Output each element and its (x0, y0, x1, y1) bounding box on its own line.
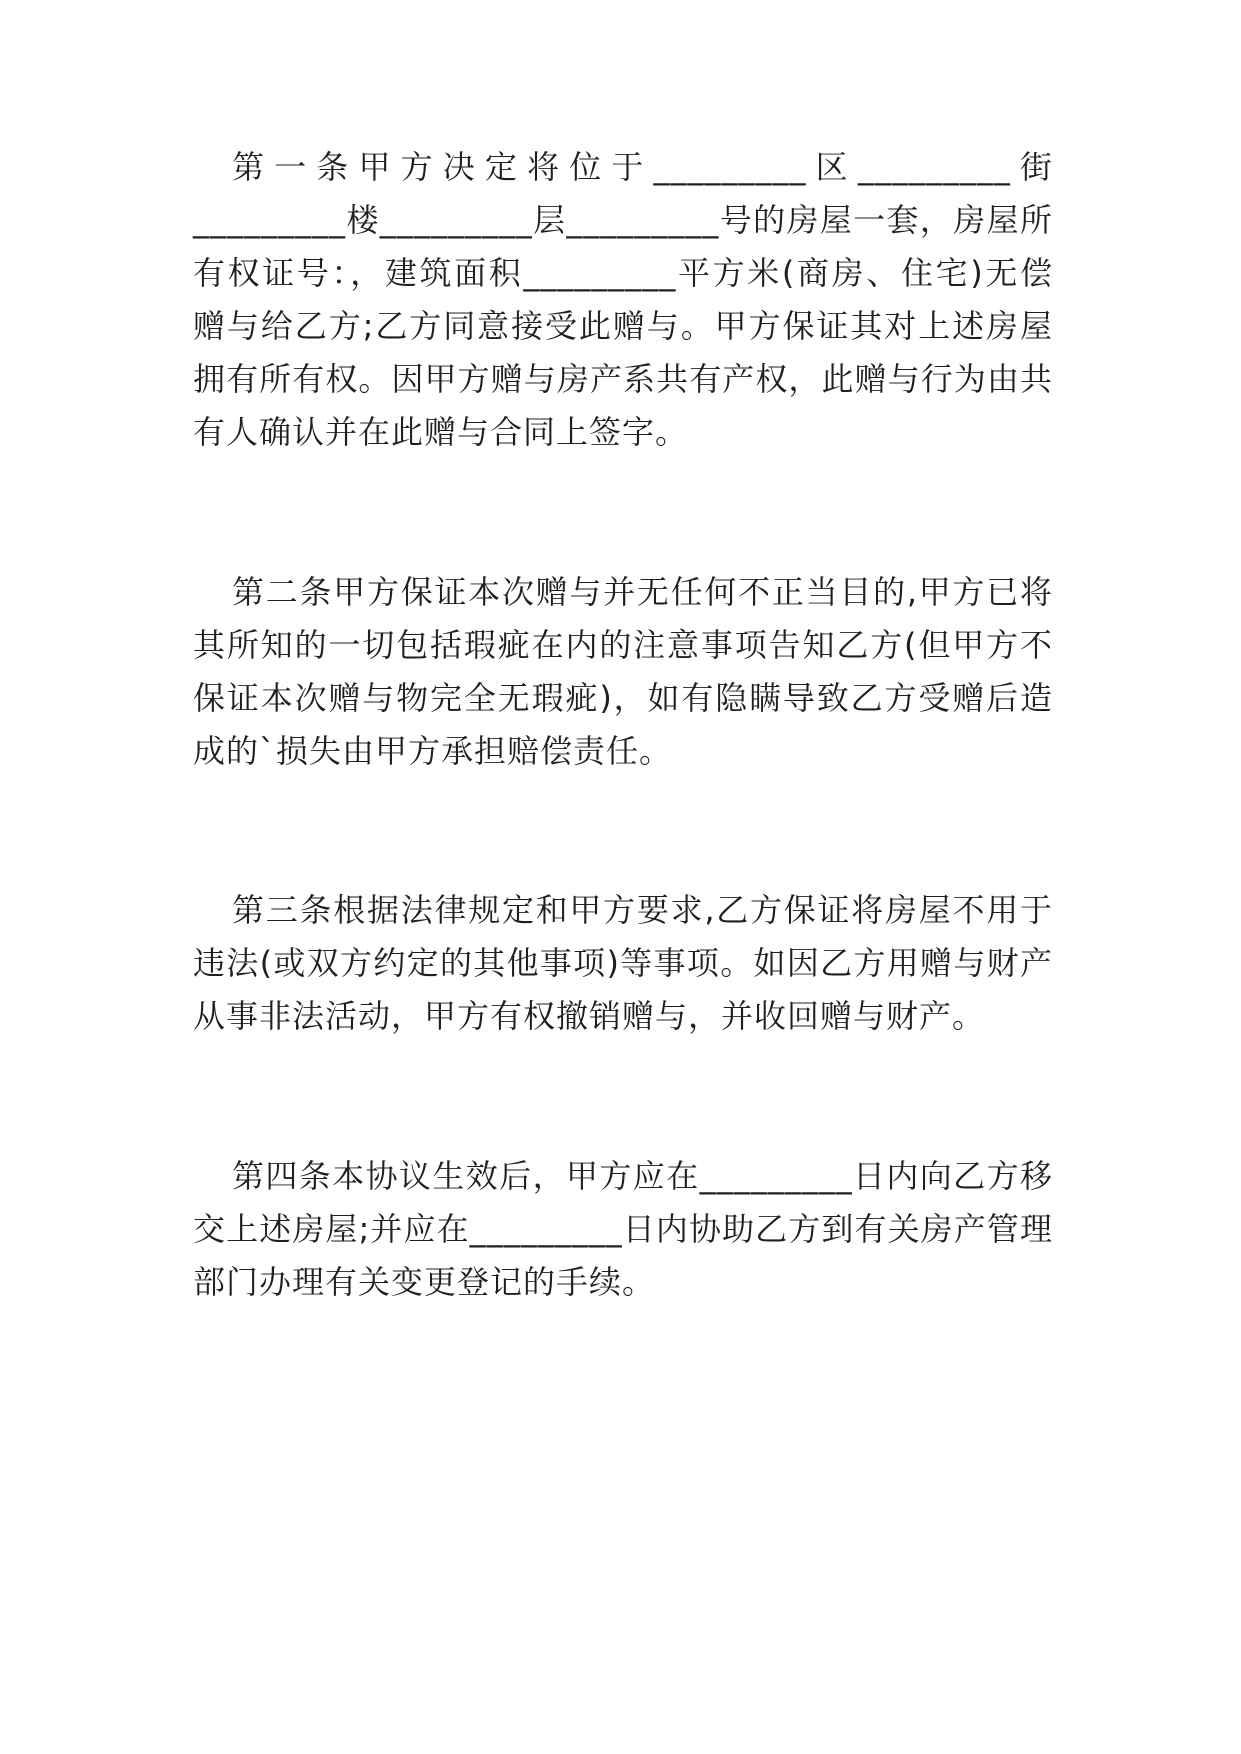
article-1-line-6: 有人确认并在此赠与合同上签字。 (193, 413, 689, 451)
article-4-line-1: 第四条本协议生效后，甲方应在_________日内向乙方移 (232, 1157, 1053, 1195)
article-2-line-4: 成的`损失由甲方承担赔偿责任。 (193, 732, 673, 770)
article-3-line-3: 从事非法活动，甲方有权撤销赠与，并收回赠与财产。 (193, 997, 986, 1035)
article-1-line-4: 赠与给乙方;乙方同意接受此赠与。甲方保证其对上述房屋 (193, 307, 1053, 345)
article-1-line-3: 有权证号：，建筑面积_________平方米(商房、住宅)无偿 (193, 254, 1053, 292)
article-4-line-2: 交上述房屋;并应在_________日内协助乙方到有关房产管理 (193, 1210, 1053, 1248)
article-3-line-2: 违法(或双方约定的其他事项)等事项。如因乙方用赠与财产 (193, 944, 1053, 982)
article-1-line-5: 拥有所有权。因甲方赠与房产系共有产权，此赠与行为由共 (193, 360, 1053, 398)
article-1-line-1: 第一条甲方决定将位于_________区_________街 (232, 148, 1053, 186)
article-2-line-3: 保证本次赠与物完全无瑕疵)，如有隐瞒导致乙方受赠后造 (193, 679, 1053, 717)
article-4-line-3: 部门办理有关变更登记的手续。 (193, 1263, 656, 1301)
article-1-line-2: _________楼_________层_________号的房屋一套，房屋所 (193, 201, 1053, 239)
article-3-line-1: 第三条根据法律规定和甲方要求,乙方保证将房屋不用于 (232, 891, 1053, 929)
article-2-line-2: 其所知的一切包括瑕疵在内的注意事项告知乙方(但甲方不 (193, 626, 1053, 664)
article-2-line-1: 第二条甲方保证本次赠与并无任何不正当目的,甲方已将 (232, 573, 1053, 611)
